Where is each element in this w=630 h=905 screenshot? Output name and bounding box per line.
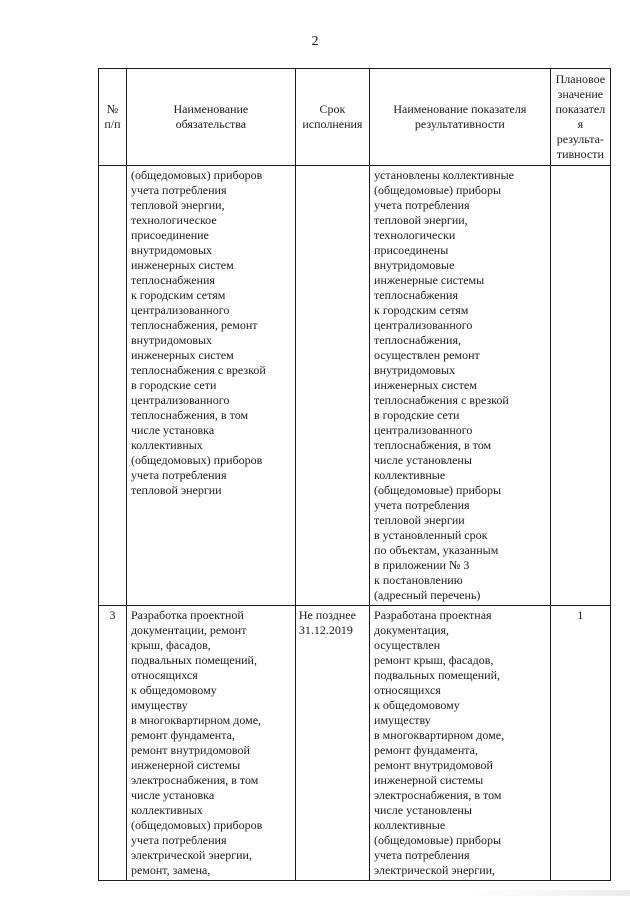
- header-planned-value: Плановое значение показателя результа- тивности: [550, 69, 610, 166]
- deadline-cell: Не позднее 31.12.2019: [295, 606, 369, 881]
- deadline-cell: [295, 166, 369, 606]
- obligation-cell: (общедомовых) приборов учета потребления тепловой энергии, технологическое присоединение внутридомовых инженерных систем теплоснабжения к городским сетям централизованного теплоснабжения, ремонт внутридомовых инженерных систем теплоснабжения с врезкой в городские сети централизованного теплоснабжения, в том числе установка коллективных (общедомовых) приборов учета потребления тепловой энергии: [126, 166, 295, 606]
- table-row: [99, 606, 611, 881]
- page-number: 2: [311, 34, 319, 49]
- header-obligation-name: Наименование обязательства: [126, 69, 295, 166]
- table-header-row: [99, 69, 611, 166]
- planned-value-cell: [550, 166, 610, 606]
- row-number-cell: 3: [99, 606, 127, 881]
- row-number-cell: [99, 166, 127, 606]
- header-deadline: Срок исполнения: [295, 69, 369, 166]
- indicator-cell: установлены коллективные (общедомовые) приборы учета потребления тепловой энергии, технологически присоединены внутридомовые инженерные системы теплоснабжения к городским сетям централизованного теплоснабжения, осуществлен ремонт внутридомовых инженерных систем теплоснабжения с врезкой в городские сети централизованного теплоснабжения, в том числе установлены коллективные (общедомовые) приборы учета потребления тепловой энергии в установленный срок по объектам, указанным в приложении № 3 к постановлению (адресный перечень): [370, 166, 551, 606]
- indicator-cell: Разработана проектная документация, осуществлен ремонт крыш, фасадов, подвальных помещений, относящихся к общедомовому имуществу в многоквартирном доме, ремонт фундамента, ремонт внутридомовой инженерной системы электроснабжения, в том числе установлены коллективные (общедомовые) приборы учета потребления электрической энергии,: [370, 606, 551, 881]
- scan-edge-shadow: [470, 890, 630, 896]
- table-row: [99, 166, 611, 606]
- header-number: № п/п: [99, 69, 127, 166]
- planned-value-cell: 1: [550, 606, 610, 881]
- header-indicator-name: Наименование показателя результативности: [370, 69, 551, 166]
- obligation-cell: Разработка проектной документации, ремонт крыш, фасадов, подвальных помещений, относящихся к общедомовому имуществу в многоквартирном доме, ремонт фундамента, ремонт внутридомовой инженерной системы электроснабжения, в том числе установка коллективных (общедомовых) приборов учета потребления электрической энергии, ремонт, замена,: [126, 606, 295, 881]
- obligations-table: [98, 68, 611, 881]
